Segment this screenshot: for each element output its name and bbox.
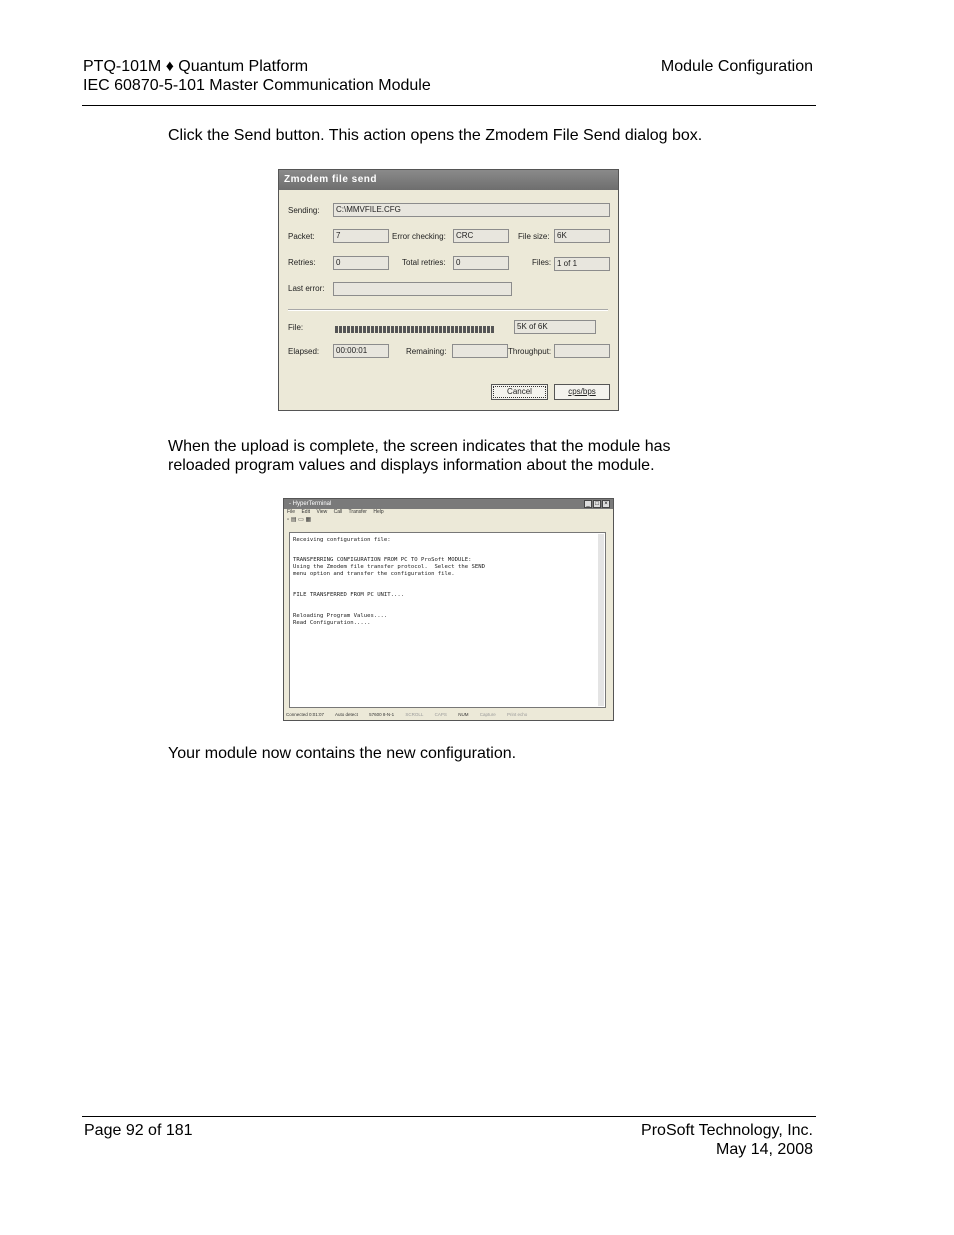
file-label: File:: [288, 323, 304, 332]
dialog-separator: [288, 309, 608, 311]
file-progress-text: 5K of 6K: [514, 320, 596, 334]
dialog-title: Zmodem file send: [279, 170, 618, 190]
properties-icon[interactable]: ▦: [305, 517, 312, 523]
file-size-label: File size:: [518, 232, 550, 241]
instruction-paragraph: Click the Send button. This action opens the Zmodem File Send dialog box.: [168, 127, 703, 144]
terminal-line: Receiving configuration file:: [293, 537, 391, 543]
menu-view[interactable]: View: [316, 509, 328, 515]
terminal-area[interactable]: [289, 532, 606, 708]
cps-bps-button[interactable]: cps/bps: [554, 384, 610, 400]
status-connected: Connected 0:01:07: [286, 712, 325, 717]
footer-page-number: Page 92 of 181: [84, 1122, 193, 1139]
footer-rule: [82, 1116, 816, 1117]
status-auto-detect: Auto detect: [335, 712, 358, 717]
status-port-settings: 57600 8-N-1: [369, 712, 395, 717]
menu-call[interactable]: Call: [333, 509, 343, 515]
maximize-icon[interactable]: □: [593, 500, 601, 508]
menu-transfer[interactable]: Transfer: [348, 509, 367, 515]
terminal-line: menu option and transfer the configuration file.: [293, 571, 455, 577]
files-field: 1 of 1: [554, 257, 610, 271]
throughput-field: [554, 344, 610, 358]
header-rule: [82, 105, 816, 106]
last-error-field: [333, 282, 512, 296]
error-checking-label: Error checking:: [392, 232, 446, 241]
status-capture: Capture: [479, 712, 496, 717]
status-scroll: SCROLL: [405, 712, 424, 717]
zmodem-send-dialog: [278, 169, 619, 411]
footer-company: ProSoft Technology, Inc.: [641, 1122, 813, 1139]
header-section: Module Configuration: [660, 58, 813, 75]
window-title: - HyperTerminal: [284, 499, 613, 509]
last-error-label: Last error:: [288, 284, 325, 293]
completion-paragraph-line1: When the upload is complete, the screen indicates that the module has: [168, 438, 671, 455]
remaining-field: [452, 344, 508, 358]
close-icon[interactable]: ×: [602, 500, 610, 508]
sending-field: C:\MMVFILE.CFG: [333, 203, 610, 217]
completion-paragraph-line2: reloaded program values and displays information about the module.: [168, 457, 655, 474]
minimize-icon[interactable]: _: [584, 500, 592, 508]
remaining-label: Remaining:: [406, 347, 447, 356]
result-paragraph: Your module now contains the new configuration.: [168, 745, 517, 762]
elapsed-label: Elapsed:: [288, 347, 320, 356]
status-bar: [286, 710, 537, 719]
status-print-echo: Print echo: [507, 712, 528, 717]
file-progress-bar: [335, 321, 495, 333]
retries-field: 0: [333, 256, 389, 270]
menu-help[interactable]: Help: [373, 509, 384, 515]
menu-edit[interactable]: Edit: [301, 509, 311, 515]
error-checking-field: CRC: [453, 229, 509, 243]
hyperterminal-window: [283, 498, 614, 721]
terminal-line: Reloading Program Values....: [293, 613, 388, 619]
disconnect-icon[interactable]: ▭: [298, 517, 304, 523]
sending-label: Sending:: [288, 206, 320, 215]
files-label: Files:: [532, 258, 552, 267]
total-retries-field: 0: [453, 256, 509, 270]
new-icon[interactable]: ▫: [287, 517, 290, 523]
status-caps: CAPS: [434, 712, 447, 717]
file-size-field: 6K: [554, 229, 610, 243]
elapsed-field: 00:00:01: [333, 344, 389, 358]
terminal-line: TRANSFERRING CONFIGURATION FROM PC TO ProSoft MODULE:: [293, 557, 472, 563]
header-product: PTQ-101M ♦ Quantum Platform: [83, 58, 309, 75]
terminal-line: FILE TRANSFERRED FROM PC UNIT....: [293, 592, 405, 598]
terminal-line: Using the Zmodem file transfer protocol. Select the SEND: [293, 564, 485, 570]
status-num: NUM: [458, 712, 469, 717]
footer-date: May 14, 2008: [716, 1141, 813, 1158]
vertical-scrollbar[interactable]: [598, 534, 604, 706]
throughput-label: Throughput:: [508, 347, 552, 356]
packet-field: 7: [333, 229, 389, 243]
packet-label: Packet:: [288, 232, 315, 241]
menu-file[interactable]: File: [287, 509, 296, 515]
toolbar: [284, 516, 613, 525]
cancel-button[interactable]: Cancel: [491, 384, 548, 400]
total-retries-label: Total retries:: [402, 258, 446, 267]
header-module-name: IEC 60870-5-101 Master Communication Module: [83, 77, 431, 94]
terminal-line: Read Configuration.....: [293, 620, 371, 626]
menu-bar: [284, 509, 613, 516]
retries-label: Retries:: [288, 258, 316, 267]
open-icon[interactable]: ▤: [290, 517, 297, 523]
